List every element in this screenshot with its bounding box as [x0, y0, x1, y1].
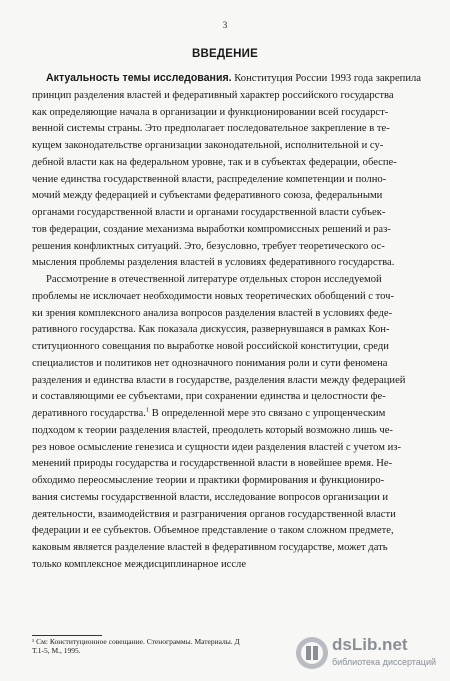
paragraph-line: разделения и единства власти в государстве, разделения власти между федерацией [32, 374, 406, 386]
paragraph-line: Рассмотрение в отечественной литературе отдельных сторон исследуемой [46, 274, 382, 285]
paragraph-line: ки зрения комплексного анализа вопросов разделения властей в условиях феде- [32, 307, 393, 319]
paragraph-line: решения конфликтных ситуаций. Это, безусловно, требует теоретического ос- [32, 240, 385, 252]
line-segment: В определенной мере это связано с упрощенческим [151, 408, 386, 419]
paragraph-line: рез новое осмысление генезиса и сущности идеи разделения властей с учетом из- [32, 441, 401, 453]
paragraph-line: проблемы не исключает необходимости новых теоретических обобщений с точ- [32, 290, 395, 302]
paragraph-line: менений природы государства и государственной власти в новейшее время. Не- [32, 458, 393, 470]
footnote-line: ¹ См: Конституционное совещание. Стенограммы. Материалы. Д [32, 637, 240, 646]
page-number: 3 [222, 20, 228, 30]
page-heading: ВВЕДЕНИЕ [192, 48, 258, 60]
watermark-subtitle: библиотека диссертаций [332, 657, 437, 667]
paragraph-line: принцип разделения властей и федеративный характер российского государства [32, 89, 394, 101]
paragraph-line: чение единства государственной власти, распределение компетенции и полно- [32, 173, 387, 185]
paragraph-line [32, 70, 424, 88]
paragraph-line: тов федерации, создание механизма выработки компромиссных решений и раз- [32, 223, 391, 235]
watermark-brand: dsLib.net [332, 635, 408, 654]
paragraph-line: только комплексное междисциплинарное иссле [32, 558, 247, 570]
paragraph-line: подходом к теории разделения властей, преодолеть который возможно лишь че- [32, 424, 393, 436]
paragraph-line: органами государственной власти и органами государственной власти субъек- [32, 207, 386, 218]
dslib-logo-icon [294, 635, 330, 671]
paragraph-line: как определяющие начала в организации и функционировании всей государст- [32, 106, 389, 118]
paragraph-line: вания системы государственной власти, исследование вопросов организации и [32, 491, 389, 503]
paragraph-line: ституционного совещания по выработке новой российской конституции, среди [32, 341, 389, 352]
paragraph-line: мочий между федерацией и субъектами федеративного союза, федеральными [32, 190, 383, 202]
footnote [32, 637, 332, 655]
paragraph-line: ративного государства. Как показала дискуссия, развернувшаяся в рамках Кон- [32, 324, 390, 336]
paragraph-line: мысления проблемы разделения властей в условиях федеративного государства. [32, 257, 395, 269]
paragraph-line: и составляющими ее субъектами, при сохранении единства и целостности фе- [32, 391, 386, 403]
paragraph-line: специалистов и политиков нет однозначного понимания роли и сути феномена [32, 357, 388, 369]
footnote-line: Т.1-5, М., 1995. [32, 646, 81, 655]
paragraph-line: деятельности, взаимодействия и разграничения органов государственной власти [32, 508, 396, 520]
footnote-marker: 1 [145, 406, 150, 414]
document-body [32, 70, 424, 574]
paragraph-line: дебной власти как на федеральном уровне, так и в субъектах федерации, обеспе- [32, 156, 397, 168]
footnote-divider [32, 635, 102, 636]
paragraph-line: федерации и ее субъектов. Объемное представление о таком сложном предмете, [32, 525, 394, 537]
paragraph-line: венной системы страны. Это предполагает последовательное закрепление в те- [32, 123, 390, 135]
lead-continuation: Конституция России 1993 года закрепила [231, 73, 421, 84]
watermark [294, 633, 444, 677]
line-segment: деративного государства. [32, 408, 146, 419]
lead-phrase: Актуальность темы исследования. [46, 72, 232, 84]
paragraph-line: обходимо переосмысление теории и практики формирования и функциониро- [32, 475, 385, 486]
paragraph-line: каковым является разделение властей в федеративном государстве, может дать [32, 542, 388, 553]
paragraph-line [32, 406, 424, 423]
paragraph-line: кущем законодательстве организации законодательной, исполнительной и су- [32, 140, 384, 151]
